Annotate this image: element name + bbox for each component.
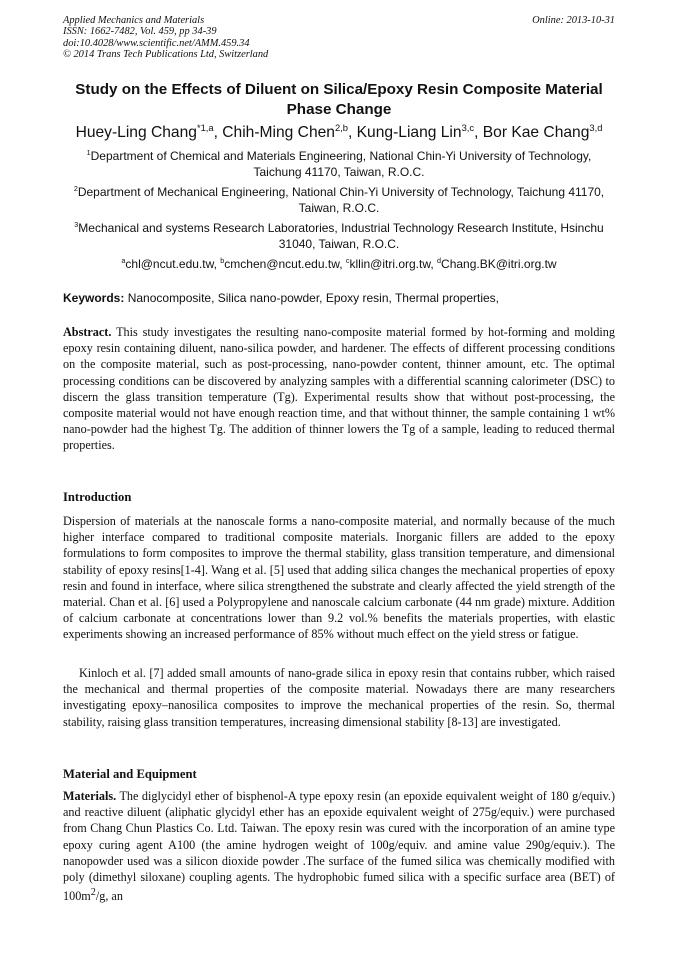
affiliation-3 [63, 220, 615, 252]
abstract-paragraph [63, 324, 615, 454]
affiliation-text: Mechanical and systems Research Laboratories, Industrial Technology Research Institute, Hsinchu 31040, Taiwan, R.O.C. [78, 221, 604, 252]
journal-header [63, 15, 615, 61]
doi-line: doi:10.4028/www.scientific.net/AMM.459.34 [63, 37, 250, 49]
issn-line: ISSN: 1662-7482, Vol. 459, pp 34-39 [63, 26, 217, 38]
affiliation-2 [63, 184, 615, 216]
author-mark: 3,c [461, 122, 475, 133]
materials-paragraph [63, 788, 615, 904]
author-mark: 2,b [334, 122, 348, 133]
keywords-line [63, 290, 615, 306]
abstract-label: Abstract. [63, 325, 112, 339]
email-separator: , [339, 257, 346, 271]
author-name: Huey-Ling Chang [75, 124, 197, 141]
affiliation-text: Department of Mechanical Engineering, National Chin-Yi University of Technology, Taichung 41170, Taiwan, R.O.C. [77, 185, 605, 216]
email-address[interactable]: chl@ncut.edu.tw [125, 257, 214, 271]
email-address[interactable]: kllin@itri.org.tw [349, 257, 431, 271]
introduction-paragraph-2: Kinloch et al. [7] added small amounts of nano-grade silica in epoxy resin that contains rubber, which raised the mechanical and thermal properties of the composite material. Nowadays there are many researchers investigating epoxy–nanosilica composites to improve the mechanical properties of the resin. So, thermal stability, raising glass transition temperatures, increasing dimensional stability [8-13] are investigated. [63, 666, 615, 729]
email-separator: , [430, 257, 438, 271]
author-separator: , [213, 124, 223, 141]
email-separator: , [213, 257, 221, 271]
introduction-paragraph-1: Dispersion of materials at the nanoscale forms a nano-composite material, and normally because of the much higher interface compared to traditional composite materials. Inorganic fillers are added to the epoxy formulations to form composites to improve the thermal stability, glass transition temperature, and dimensional stability of epoxy resins[1-4]. Wang et al. [5] used that adding silica changes the mechanical properties of epoxy resin and found in interface, where silica strengthened the substrate and clearly affected the yield strength of the material. Chan et al. [6] used a Polypropylene and nanoscale calcium carbonate (44 nm grade) mixture. Addition of calcium carbonate at concentrations lower than 9.2 vol.% benefits the materials properties, with elastic experiments showing an increased performance of 85% without much effect on the yield stress or fatigue. [63, 514, 615, 642]
email-mark: a [121, 256, 126, 265]
author-name: Chih-Ming Chen [222, 124, 335, 141]
keywords-label: Keywords: [63, 291, 125, 305]
email-address[interactable]: cmchen@ncut.edu.tw [224, 257, 340, 271]
paper-title: Study on the Effects of Diluent on Silica/Epoxy Resin Composite Material Phase Change [75, 81, 603, 118]
email-address[interactable]: Chang.BK@itri.org.tw [441, 257, 557, 271]
materials-text-end: /g, an [95, 889, 123, 904]
online-date: Online: 2013-10-31 [532, 15, 615, 26]
affiliation-number: 2 [73, 184, 78, 193]
affiliation-number: 1 [86, 148, 91, 157]
author-mark: 3,d [589, 122, 603, 133]
email-line [63, 256, 615, 272]
journal-name: Applied Mechanics and Materials [63, 15, 205, 26]
affiliation-text: Department of Chemical and Materials Engineering, National Chin-Yi University of Technology, Taichung 41170, Taiwan, R.O.C. [90, 149, 592, 180]
affiliation-1 [63, 148, 615, 180]
email-mark: d [437, 256, 442, 265]
copyright-line: © 2014 Trans Tech Publications Ltd, Switzerland [63, 49, 269, 61]
email-mark: b [220, 256, 225, 265]
materials-text: The diglycidyl ether of bisphenol-A type epoxy resin (an epoxide equivalent weight of 180 g/equiv.) and reactive diluent (aliphatic glycidyl ether has an epoxide equivalent weight of 275g/equiv.) were purchased from Chang Chun Plastics Co. Ltd. Taiwan. The epoxy resin was cured with the incorporation of an amine type epoxy curing agent A100 (the amine hydrogen weight of 100g/equiv. and amine value 290g/equiv.). The nanopowder used was a silicon dioxide powder .The surface of the fumed silica was chemically modified with poly (dimethyl siloxane) coupling agents. The hydrophobic fumed silica with a specific surface area (BET) of 100m [63, 789, 616, 904]
author-separator: , [347, 124, 357, 141]
abstract-text: This study investigates the resulting nano-composite material formed by hot-forming and molding epoxy resin containing diluent, nano-silica powder, and hardener. The effects of different processing conditions on the composite material, such as post-processing, nano-powder content, thinner amount, etc. The optimal processing conditions can be discovered by analyzing samples with a differential scanning calorimeter (DSC) to discern the glass transition temperature (Tg). Experimental results show that without post-processing, the composite material would not have enough reaction time, and that without thinner, the sample containing 1 wt% nano-powder had the highest Tg. The addition of thinner lowers the Tg of a sample, leading to reduced thermal properties. [63, 325, 615, 453]
materials-superscript: 2 [90, 887, 96, 899]
keywords-text: Nanocomposite, Silica nano-powder, Epoxy resin, Thermal properties, [127, 291, 499, 305]
author-name: Kung-Liang Lin [356, 124, 462, 141]
author-mark: *1,a [196, 122, 214, 133]
introduction-heading: Introduction [63, 490, 132, 504]
materials-label: Materials. [63, 789, 117, 803]
author-name: Bor Kae Chang [482, 124, 590, 141]
author-separator: , [474, 124, 483, 141]
email-mark: c [345, 256, 350, 265]
material-heading: Material and Equipment [63, 767, 197, 781]
affiliation-number: 3 [74, 220, 79, 229]
author-list [40, 123, 638, 143]
